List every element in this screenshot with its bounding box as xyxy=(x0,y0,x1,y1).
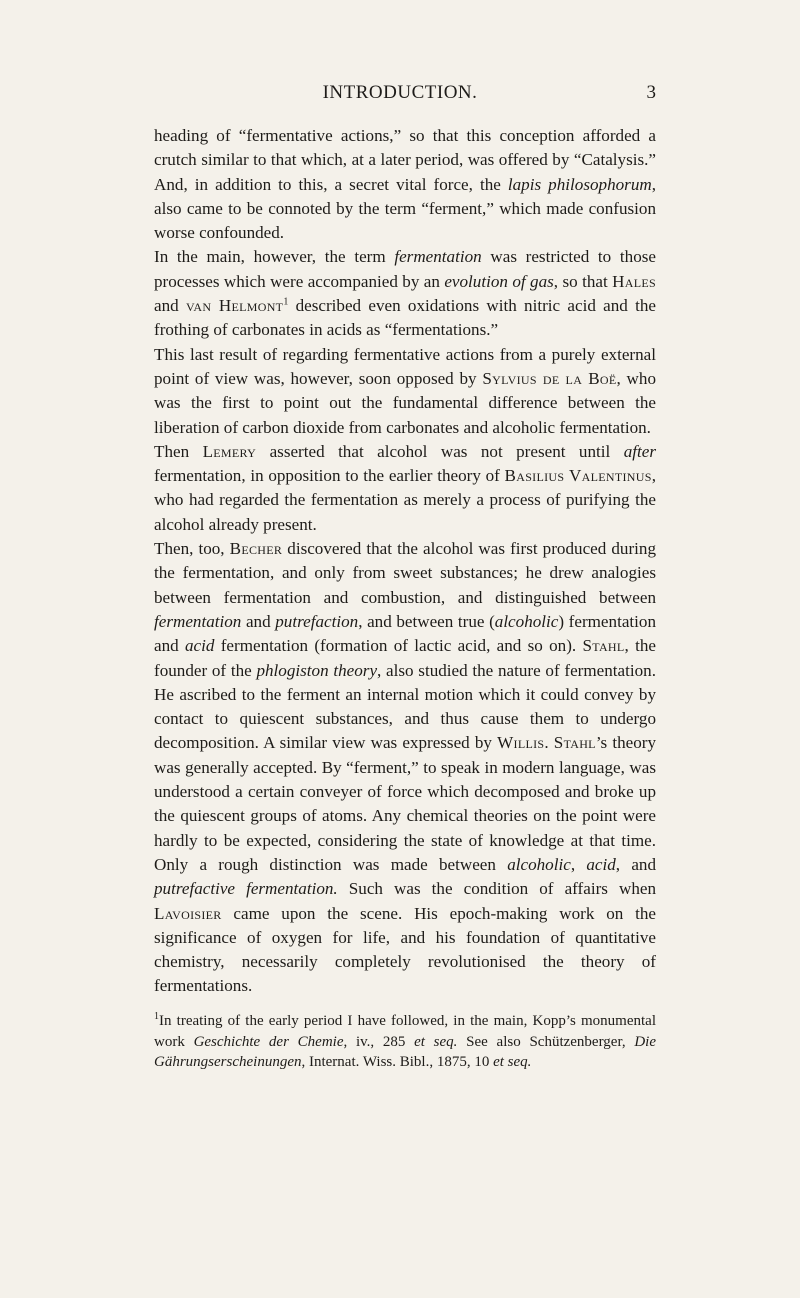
paragraph-1: heading of “fermentative actions,” so that this conception afforded a crutch similar to that which, at a later period, was offered by “Catalysis.” And, in addition to this, a secret vital force, the lapis philosophorum, also came to be connoted by the term “ferment,” which made confusion worse confounded. xyxy=(154,126,656,243)
footnote-1: $^1$In treating of the early period I have followed, in the main, Kopp’s monumental work Geschichte der Chemie, iv., 285 et seq. See also Schützenberger, Die Gährungserscheinungen, Internat. Wiss. Bibl., 1875, 10 et seq. xyxy=(154,1011,657,1070)
person-name: Sylvius de la Boë xyxy=(482,368,617,388)
person-name: Basilius Valentinus xyxy=(504,466,652,486)
page-number: 3 xyxy=(646,82,656,103)
emphasis: putrefactive fermentation. xyxy=(154,879,338,899)
person-name: Lemery xyxy=(202,441,257,461)
person-name: Becher xyxy=(229,539,283,559)
emphasis: acid xyxy=(586,854,616,874)
emphasis: acid xyxy=(184,636,215,656)
footnote-reference[interactable]: 1 xyxy=(283,296,289,308)
person-name: Willis xyxy=(497,733,545,753)
emphasis: alcoholic xyxy=(507,854,571,874)
paragraph-5: Then, too, Becher discovered that the alcohol was first produced during the fermentation, and only from sweet substances; he drew analogies between fermentation and combustion, and distinguished between fermentation and putrefaction, and between true (alcoholic) fermentation and acid fermentation (formation of lactic acid, and so on). Stahl, the founder of the phlogiston theory, also studied the nature of fermentation. He ascribed to the ferment an internal motion which it could convey by contact to quiescent substances, and thus cause them to undergo decomposition. A similar view was expressed by Willis. Stahl’s theory was generally accepted. By “ferment,” to speak in modern language, was understood a certain conveyer of force which decomposed and broke up the quiescent groups of atoms. Any chemical theories on the point were hardly to be expected, considering the state of knowledge at that time. Only a rough distinction was made between alcoholic, acid, and putrefactive fermentation. Such was the condition of affairs when Lavoisier came upon the scene. His epoch-making work on the significance of oxygen for life, and his foundation of quantitative chemistry, necessarily completely revolutionised the theory of fermentations. xyxy=(154,539,657,996)
footnote xyxy=(154,1011,656,1073)
running-header xyxy=(0,82,800,108)
person-name: Hales xyxy=(612,271,656,291)
emphasis: et seq. xyxy=(414,1033,458,1050)
person-name: Lavoisier xyxy=(154,903,222,923)
emphasis: Die Gährungserscheinungen xyxy=(154,1033,657,1070)
person-name: Stahl xyxy=(582,636,625,656)
emphasis: fermentation xyxy=(154,611,242,631)
main-text xyxy=(154,124,656,999)
footnote-marker: 1 xyxy=(154,1011,159,1022)
paragraph-4: Then Lemery asserted that alcohol was not present until after fermentation, in opposition to the earlier theory of Basilius Valentinus, who had regarded the fermentation as merely a process of purifying the alcohol already present. xyxy=(154,441,656,534)
running-title: INTRODUCTION. xyxy=(322,82,478,103)
emphasis: lapis philosophorum xyxy=(507,174,652,194)
person-name: van Helmont xyxy=(185,296,284,316)
emphasis: fermentation xyxy=(394,247,482,267)
emphasis: evolution of gas xyxy=(444,271,554,291)
paragraph-3: This last result of regarding fermentative actions from a purely external point of view was, however, soon opposed by Sylvius de la Boë, who was the first to point out the fundamental difference between the liberation of carbon dioxide from carbonates and alcoholic fermentation. xyxy=(154,344,656,437)
emphasis: Geschichte der Chemie xyxy=(193,1033,344,1050)
emphasis: putrefaction xyxy=(275,611,359,631)
emphasis: phlogiston theory xyxy=(256,660,378,680)
paragraph-2: In the main, however, the term fermentation was restricted to those processes which were accompanied by an evolution of gas, so that Hales and van Helmont$^1$ described even oxidations with nitric acid and the frothing of carbonates in acids as “fermentations.” xyxy=(154,247,656,340)
emphasis: alcoholic xyxy=(494,611,559,631)
person-name: Stahl xyxy=(553,733,596,753)
emphasis: after xyxy=(623,441,656,461)
emphasis: et seq. xyxy=(493,1054,532,1070)
